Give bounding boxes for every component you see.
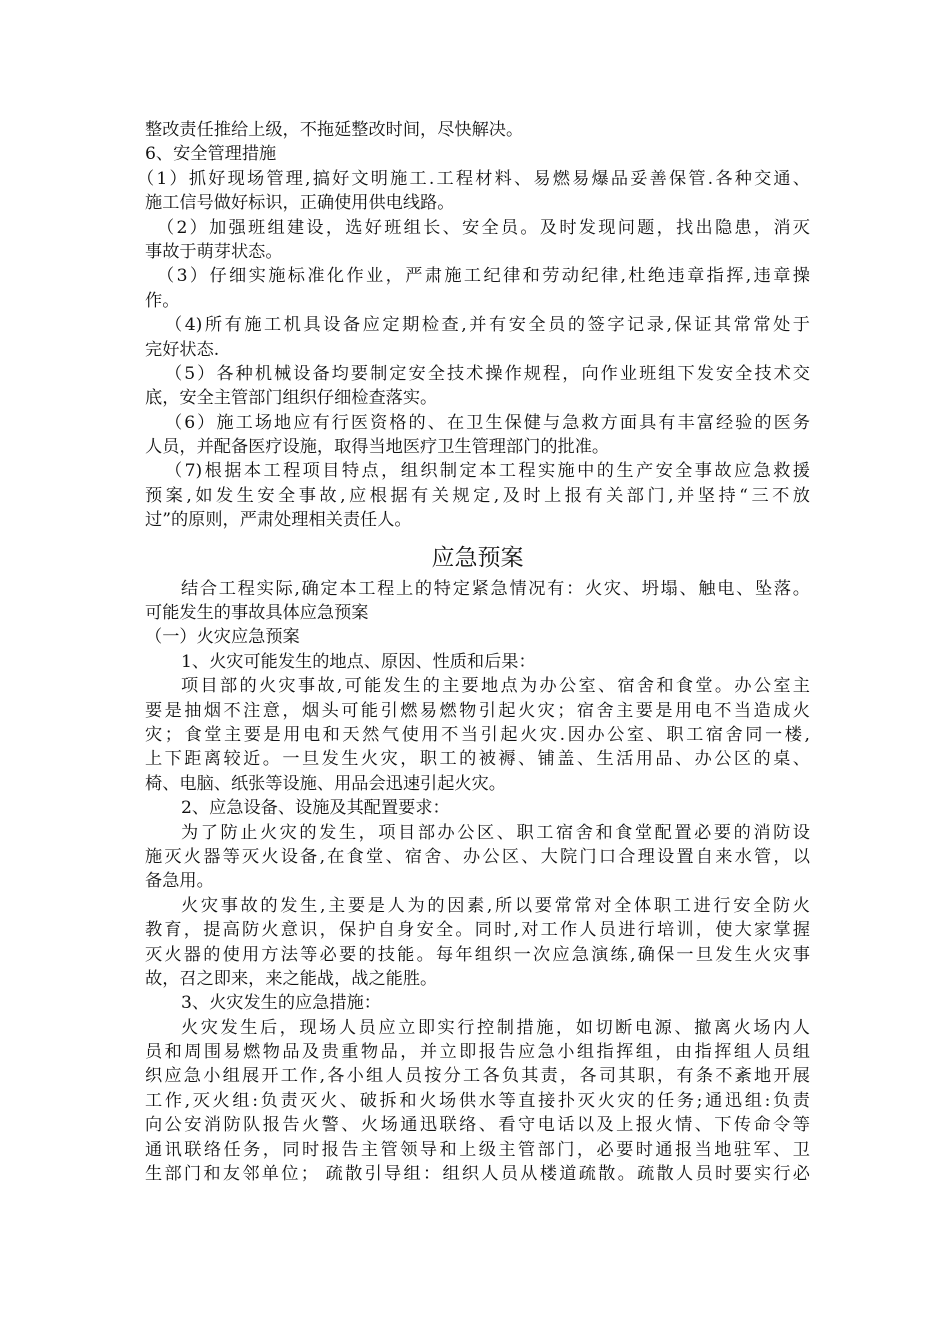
section-title: 应急预案 [431,544,524,571]
paragraph-line: 备急用。 [145,871,214,892]
paragraph-line: 员和周围易燃物品及贵重物品，并立即报告应急小组指挥组，由指挥组人员组 [145,1042,810,1063]
section-heading: 6、安全管理措施 [145,144,277,165]
paragraph-line: 向公安消防队报告火警、火场通迅联络、看守电话以及上报火情、下传命令等 [145,1115,810,1136]
paragraph-line: 事故于萌芽状态。 [145,241,283,262]
item-heading: 3、火灾发生的应急措施： [181,993,381,1014]
paragraph-line: （5）各种机械设备均要制定安全技术操作规程，向作业班组下发安全技术交 [165,363,810,384]
document-page [137,118,810,1186]
paragraph-line: 工作,灭火组:负责灭火、破拆和火场供水等直接扑灭火灾的任务;通迅组:负责 [145,1090,810,1111]
paragraph-line: 完好状态. [145,339,220,360]
paragraph-line: 火灾发生后，现场人员应立即实行控制措施，如切断电源、撤离火场内人 [181,1017,810,1038]
paragraph-line: 项目部的火灾事故,可能发生的主要地点为办公室、宿舍和食堂。办公室主 [181,676,810,697]
paragraph-line: 可能发生的事故具体应急预案 [145,603,369,624]
paragraph-line: 灭火器的使用方法等必要的技能。每年组织一次应急演练,确保一旦发生火灾事 [145,944,810,965]
paragraph-line: 为了防止火灾的发生，项目部办公区、职工宿舍和食堂配置必要的消防设 [181,822,810,843]
paragraph-line: 施工信号做好标识，正确使用供电线路。 [145,193,455,214]
paragraph-line: 椅、电脑、纸张等设施、用品会迅速引起火灾。 [145,773,506,794]
paragraph-line: 结合工程实际,确定本工程上的特定紧急情况有：火灾、坍塌、触电、坠落。 [181,578,810,599]
safety-measures-section [137,118,810,533]
paragraph-line: （2）加强班组建设，选好班组长、安全员。及时发现问题，找出隐患，消灭 [157,217,810,238]
paragraph-line: 教育，提高防火意识，保护自身安全。同时,对工作人员进行培训，使大家掌握 [145,920,810,941]
paragraph-line: 底，安全主管部门组织仔细检查落实。 [145,388,438,409]
paragraph-line: 生部门和友邻单位； 疏散引导组：组织人员从楼道疏散。疏散人员时要实行必 [145,1164,810,1185]
paragraph-line: （3）仔细实施标准化作业，严肃施工纪律和劳动纪律,杜绝违章指挥,违章操 [157,266,810,287]
paragraph-line: 灾；食堂主要是用电和天然气使用不当引起火灾.因办公室、职工宿舍同一楼, [145,724,810,745]
paragraph-line: 人员，并配备医疗设施，取得当地医疗卫生管理部门的批准。 [145,437,610,458]
paragraph-line: （1）抓好现场管理,搞好文明施工.工程材料、易燃易爆品妥善保管.各种交通、 [137,168,810,189]
paragraph-line: 通讯联络任务，同时报告主管领导和上级主管部门，必要时通报当地驻军、卫 [145,1139,810,1160]
item-heading: 2、应急设备、设施及其配置要求： [181,798,450,819]
paragraph-line: 预案,如发生安全事故,应根据有关规定,及时上报有关部门,并坚持“三不放 [145,485,810,506]
paragraph-line: （6）施工场地应有行医资格的、在卫生保健与急救方面具有丰富经验的医务 [165,412,810,433]
paragraph-line: 要是抽烟不注意，烟头可能引燃易燃物引起火灾；宿舍主要是用电不当造成火 [145,700,810,721]
subsection-heading: （一）火灾应急预案 [145,627,300,648]
paragraph-line: 故，召之即来，来之能战，战之能胜。 [145,968,438,989]
emergency-plan-section [145,577,810,1187]
item-heading: 1、火灾可能发生的地点、原因、性质和后果： [181,651,536,672]
paragraph-line: 作。 [145,290,180,311]
paragraph-line: （7)根据本工程项目特点，组织制定本工程实施中的生产安全事故应急救援 [165,461,810,482]
paragraph-line: 上下距离较近。一旦发生火灾，职工的被褥、铺盖、生活用品、办公区的桌、 [145,749,810,770]
paragraph-line: 施灭火器等灭火设备,在食堂、宿舍、办公区、大院门口合理设置自来水管，以 [145,846,810,867]
paragraph-line: 织应急小组展开工作,各小组人员按分工各负其责，各司其职，有条不紊地开展 [145,1066,810,1087]
paragraph-line: （4)所有施工机具设备应定期检查,并有安全员的签字记录,保证其常常处于 [165,315,810,336]
paragraph-line: 过”的原则，严肃处理相关责任人。 [145,510,412,531]
paragraph-line: 整改责任推给上级，不拖延整改时间，尽快解决。 [145,120,524,140]
paragraph-line: 火灾事故的发生,主要是人为的因素,所以要常常对全体职工进行安全防火 [181,895,810,916]
